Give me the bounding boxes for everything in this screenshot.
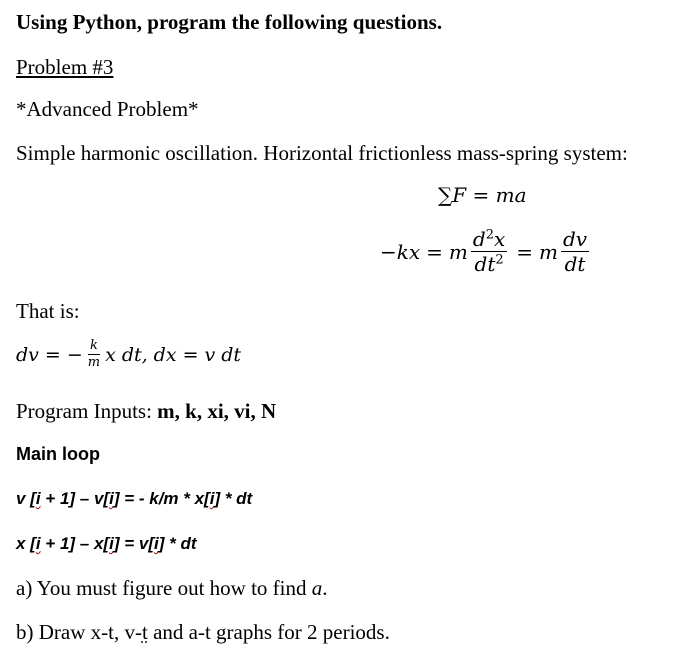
eq3-frac-den: m <box>87 355 101 371</box>
advanced-label: *Advanced Problem* <box>16 97 199 121</box>
intro-text: Simple harmonic oscillation. Horizontal frictionless mass-spring system: <box>16 141 628 165</box>
eq2-lhs: −kx <box>380 239 421 264</box>
frac1-den-exp: 2 <box>495 252 504 268</box>
velocity-derivative-fraction <box>561 228 589 275</box>
eq3-minus: − <box>66 343 83 366</box>
heading: Using Python, program the following questions. <box>16 10 443 34</box>
loop1-index-3: i <box>209 489 215 508</box>
loop2-index-2: i <box>109 534 114 553</box>
part-b-text <box>16 620 390 645</box>
second-derivative-fraction <box>471 228 507 275</box>
frac1-var: x <box>493 227 506 251</box>
loop2-part-c: ] = v[ <box>113 534 154 553</box>
loop-position-update <box>16 534 197 554</box>
eq2-equals-1: = <box>426 239 443 264</box>
part-a-end: . <box>322 576 328 600</box>
loop2-index-3: i <box>153 534 159 553</box>
loop1-part-c: ] = - k/m * x[ <box>113 489 210 508</box>
loop2-part-b: + 1] – x[ <box>40 534 110 553</box>
problem-label: Problem #3 <box>16 55 114 79</box>
main-loop-heading: Main loop <box>16 444 100 464</box>
part-a-text <box>16 576 328 601</box>
sum-symbol: ∑ <box>438 183 453 207</box>
eq3-rest2: dx <box>153 343 177 366</box>
eq2-equals-2: = <box>516 239 534 264</box>
eq3-equals: = <box>44 343 61 366</box>
part-b-end: and a-t graphs for 2 periods. <box>147 620 390 644</box>
loop2-part-d: ] * dt <box>158 534 197 553</box>
equation-motion <box>380 228 592 275</box>
eq3-lhs: dv <box>16 343 39 366</box>
eq3-rest3: v dt <box>204 343 242 366</box>
part-b-t: t <box>141 620 148 644</box>
loop1-part-d: ] * dt <box>214 489 253 508</box>
inputs-label: Program Inputs: <box>16 399 158 423</box>
frac1-d: d <box>472 227 486 251</box>
part-b-start: b) Draw x-t, v- <box>16 620 142 644</box>
equation-newton <box>438 183 527 207</box>
frac1-dt: dt <box>474 252 496 276</box>
loop-velocity-update <box>16 489 252 509</box>
eq3-frac-num: k <box>88 339 100 355</box>
eq2-mass-2: m <box>539 239 558 264</box>
loop1-part-b: + 1] – v[ <box>40 489 110 508</box>
frac2-den: dt <box>564 252 586 276</box>
k-over-m-fraction <box>86 339 102 371</box>
loop1-index-2: i <box>109 489 114 508</box>
loop2-part-a: x [ <box>16 534 36 553</box>
frac1-num-exp: 2 <box>485 227 494 243</box>
eq3-equals-2: = <box>182 343 199 366</box>
part-a-variable: a <box>311 576 323 600</box>
loop1-index-1: i <box>35 489 41 508</box>
loop1-part-a: v [ <box>16 489 36 508</box>
eq1-rhs: ma <box>495 183 527 207</box>
part-a-body: a) You must figure out how to find <box>16 576 312 600</box>
inputs-values: m, k, xi, vi, N <box>157 399 277 423</box>
eq1-lhs: F <box>452 183 467 207</box>
eq1-equals: = <box>472 183 490 207</box>
frac2-num: dv <box>563 227 588 251</box>
equation-discrete <box>16 339 241 371</box>
loop2-index-1: i <box>35 534 41 553</box>
program-inputs <box>16 399 276 424</box>
that-is-label: That is: <box>16 299 80 323</box>
eq3-rest1: x dt, <box>105 343 148 366</box>
eq2-mass-1: m <box>448 239 468 264</box>
